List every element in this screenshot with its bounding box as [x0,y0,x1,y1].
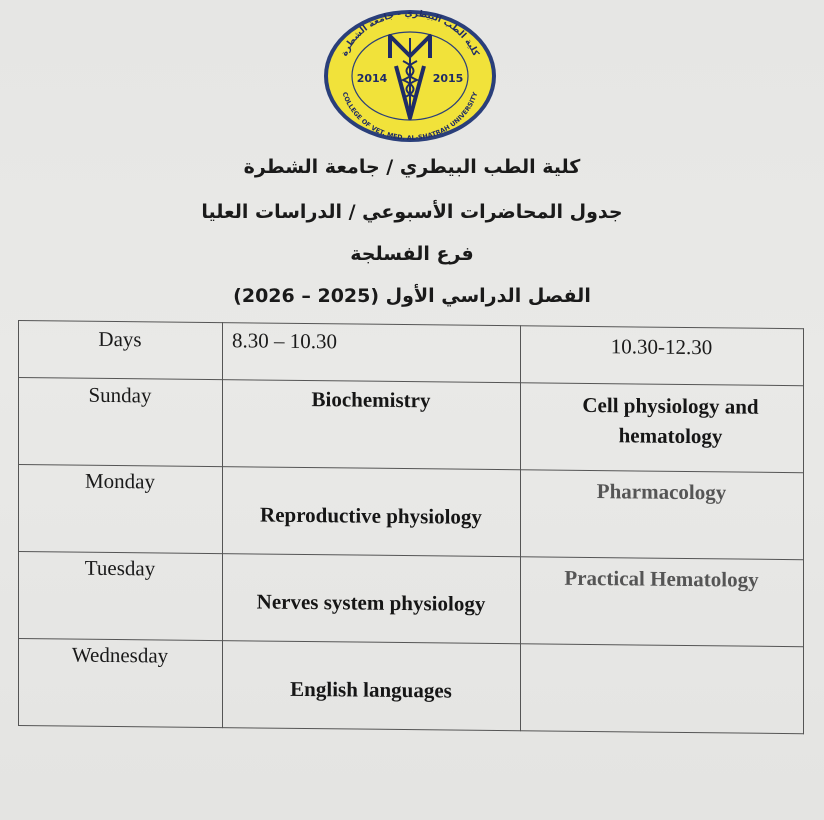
college-logo [320,6,500,146]
monday-slot-2: Pharmacology [596,479,727,505]
wednesday-slot-1: English languages [290,676,452,703]
semester-title: الفصل الدراسي الأول (2025 – 2026) [233,285,591,307]
header-days: Days [98,326,142,352]
branch-title: فرع الفسلجة [350,243,474,265]
table-col-divider [520,325,521,731]
tuesday-slot-1: Nerves system physiology [256,589,486,616]
header-slot-2: 10.30-12.30 [610,334,713,360]
logo-year-left: 2014 [356,72,388,85]
day-tuesday: Tuesday [84,555,156,581]
table-border-bottom [18,725,804,735]
logo-year-right: 2015 [432,72,464,85]
day-wednesday: Wednesday [71,642,169,668]
schedule-table [18,320,804,734]
logo-arc-text-top: كلية الطب البيطري - جامعة الشطرة [339,8,481,58]
monday-slot-1: Reproductive physiology [260,502,482,529]
day-monday: Monday [85,468,155,494]
college-title: كلية الطب البيطري / جامعة الشطرة [243,156,581,178]
schedule-title: جدول المحاضرات الأسبوعي / الدراسات العليا [201,201,623,223]
header-slot-1: 8.30 – 10.30 [232,328,337,354]
wednesday-slot-2 [520,652,803,655]
tuesday-slot-2: Practical Hematology [564,565,759,592]
day-sunday: Sunday [88,382,152,408]
logo-arc-text-bottom: COLLEGE OF VET. MED. AL-SHATRAH UNIVERSITY [340,90,480,143]
table-border-right [803,328,804,734]
sunday-slot-2: Cell physiology and hematology [582,392,759,449]
sunday-slot-1: Biochemistry [311,387,431,413]
